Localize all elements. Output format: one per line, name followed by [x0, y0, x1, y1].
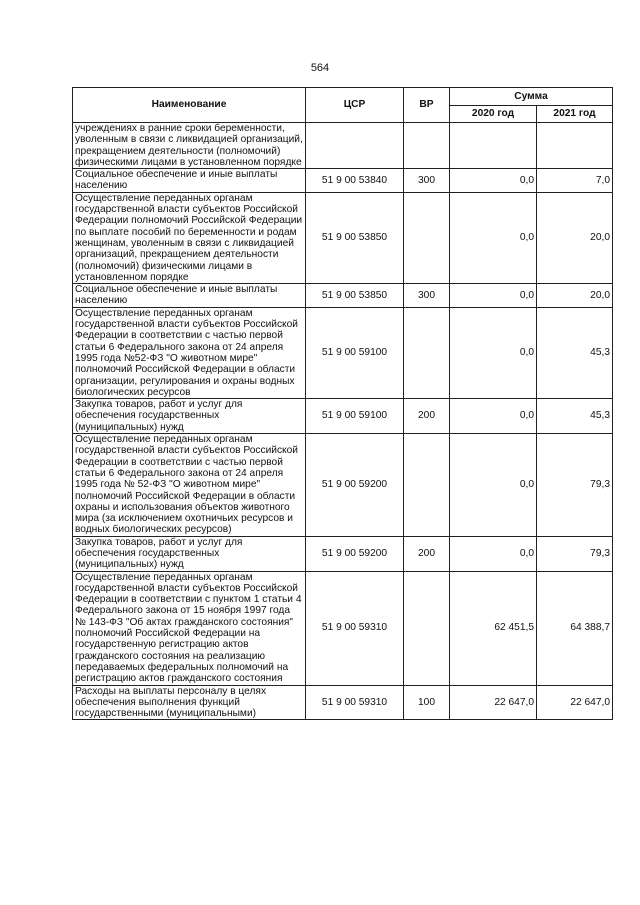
- row-csr: 51 9 00 59310: [306, 685, 404, 720]
- row-csr: 51 9 00 59200: [306, 536, 404, 571]
- row-sum-2021: 20,0: [537, 284, 613, 308]
- budget-table: [72, 87, 613, 720]
- table-row: [73, 434, 613, 537]
- row-vr: [404, 192, 450, 283]
- row-csr: 51 9 00 59100: [306, 399, 404, 434]
- row-sum-2020: [450, 123, 537, 169]
- row-csr: 51 9 00 59310: [306, 571, 404, 685]
- row-sum-2020: 22 647,0: [450, 685, 537, 720]
- row-sum-2021: 79,3: [537, 434, 613, 537]
- table-row: [73, 685, 613, 720]
- row-vr: [404, 434, 450, 537]
- table-row: [73, 536, 613, 571]
- row-sum-2021: 7,0: [537, 169, 613, 193]
- row-sum-2021: 45,3: [537, 399, 613, 434]
- row-sum-2020: 0,0: [450, 434, 537, 537]
- row-vr: [404, 307, 450, 398]
- row-sum-2021: 79,3: [537, 536, 613, 571]
- row-name: Осуществление переданных органам государственной власти субъектов Российской Федерации полномочий Российской Федерации по выплате пособий по беременности и родам женщинам, уволенным в связи с ликвидацией организаций, прекращением деятельности (полномочий) физическими лицами в установленном порядке: [73, 192, 306, 283]
- header-year-2021: 2021 год: [537, 106, 613, 123]
- row-sum-2020: 62 451,5: [450, 571, 537, 685]
- row-vr: 300: [404, 284, 450, 308]
- row-csr: 51 9 00 59200: [306, 434, 404, 537]
- row-sum-2020: 0,0: [450, 284, 537, 308]
- row-csr: 51 9 00 53840: [306, 169, 404, 193]
- row-name: Социальное обеспечение и иные выплаты населению: [73, 284, 306, 308]
- row-sum-2021: 20,0: [537, 192, 613, 283]
- row-name: Расходы на выплаты персоналу в целях обеспечения выполнения функций государственными (муниципальными): [73, 685, 306, 720]
- table-row: [73, 571, 613, 685]
- page-number: 564: [310, 62, 330, 74]
- header-vr: ВР: [404, 88, 450, 123]
- row-vr: [404, 571, 450, 685]
- row-name: Закупка товаров, работ и услуг для обеспечения государственных (муниципальных) нужд: [73, 536, 306, 571]
- row-csr: 51 9 00 53850: [306, 192, 404, 283]
- table-row: [73, 284, 613, 308]
- row-name: Социальное обеспечение и иные выплаты населению: [73, 169, 306, 193]
- row-name: Осуществление переданных органам государственной власти субъектов Российской Федерации в соответствии с частью первой статьи 6 Федерального закона от 24 апреля 1995 года №52-ФЗ "О животном мире" полномочий Российской Федерации в области организации, регулирования и охраны водных биологических ресурсов: [73, 307, 306, 398]
- row-name: Осуществление переданных органам государственной власти субъектов Российской Федерации в соответствии с пунктом 1 статьи 4 Федерального закона от 15 ноября 1997 года № 143-ФЗ "Об актах гражданского состояния" полномочий Российской Федерации на государственную регистрацию актов гражданского состояния на реализацию передаваемых федеральных полномочий на регистрацию актов гражданского состояния: [73, 571, 306, 685]
- table-row: [73, 307, 613, 398]
- row-csr: 51 9 00 53850: [306, 284, 404, 308]
- row-vr: 300: [404, 169, 450, 193]
- row-csr: [306, 123, 404, 169]
- header-sum: Сумма: [450, 88, 613, 106]
- row-name: Закупка товаров, работ и услуг для обеспечения государственных (муниципальных) нужд: [73, 399, 306, 434]
- row-sum-2020: 0,0: [450, 192, 537, 283]
- row-vr: 100: [404, 685, 450, 720]
- table-row: [73, 123, 613, 169]
- row-sum-2020: 0,0: [450, 536, 537, 571]
- table-row: [73, 169, 613, 193]
- row-sum-2021: 45,3: [537, 307, 613, 398]
- row-name: Осуществление переданных органам государственной власти субъектов Российской Федерации в соответствии с частью первой статьи 6 Федерального закона от 24 апреля 1995 года № 52-ФЗ "О животном мире" полномочий Российской Федерации в области охраны и использования объектов животного мира (за исключением охотничьих ресурсов и водных биологических ресурсов): [73, 434, 306, 537]
- row-name: учреждениях в ранние сроки беременности, уволенным в связи с ликвидацией организаций, прекращением деятельности (полномочий) физическими лицами в установленном порядке: [73, 123, 306, 169]
- table-row: [73, 192, 613, 283]
- table-row: [73, 399, 613, 434]
- header-csr: ЦСР: [306, 88, 404, 123]
- row-sum-2020: 0,0: [450, 399, 537, 434]
- row-vr: 200: [404, 399, 450, 434]
- row-csr: 51 9 00 59100: [306, 307, 404, 398]
- row-sum-2021: 22 647,0: [537, 685, 613, 720]
- header-name: Наименование: [73, 88, 306, 123]
- row-sum-2021: [537, 123, 613, 169]
- row-sum-2021: 64 388,7: [537, 571, 613, 685]
- row-vr: 200: [404, 536, 450, 571]
- row-vr: [404, 123, 450, 169]
- row-sum-2020: 0,0: [450, 307, 537, 398]
- header-year-2020: 2020 год: [450, 106, 537, 123]
- row-sum-2020: 0,0: [450, 169, 537, 193]
